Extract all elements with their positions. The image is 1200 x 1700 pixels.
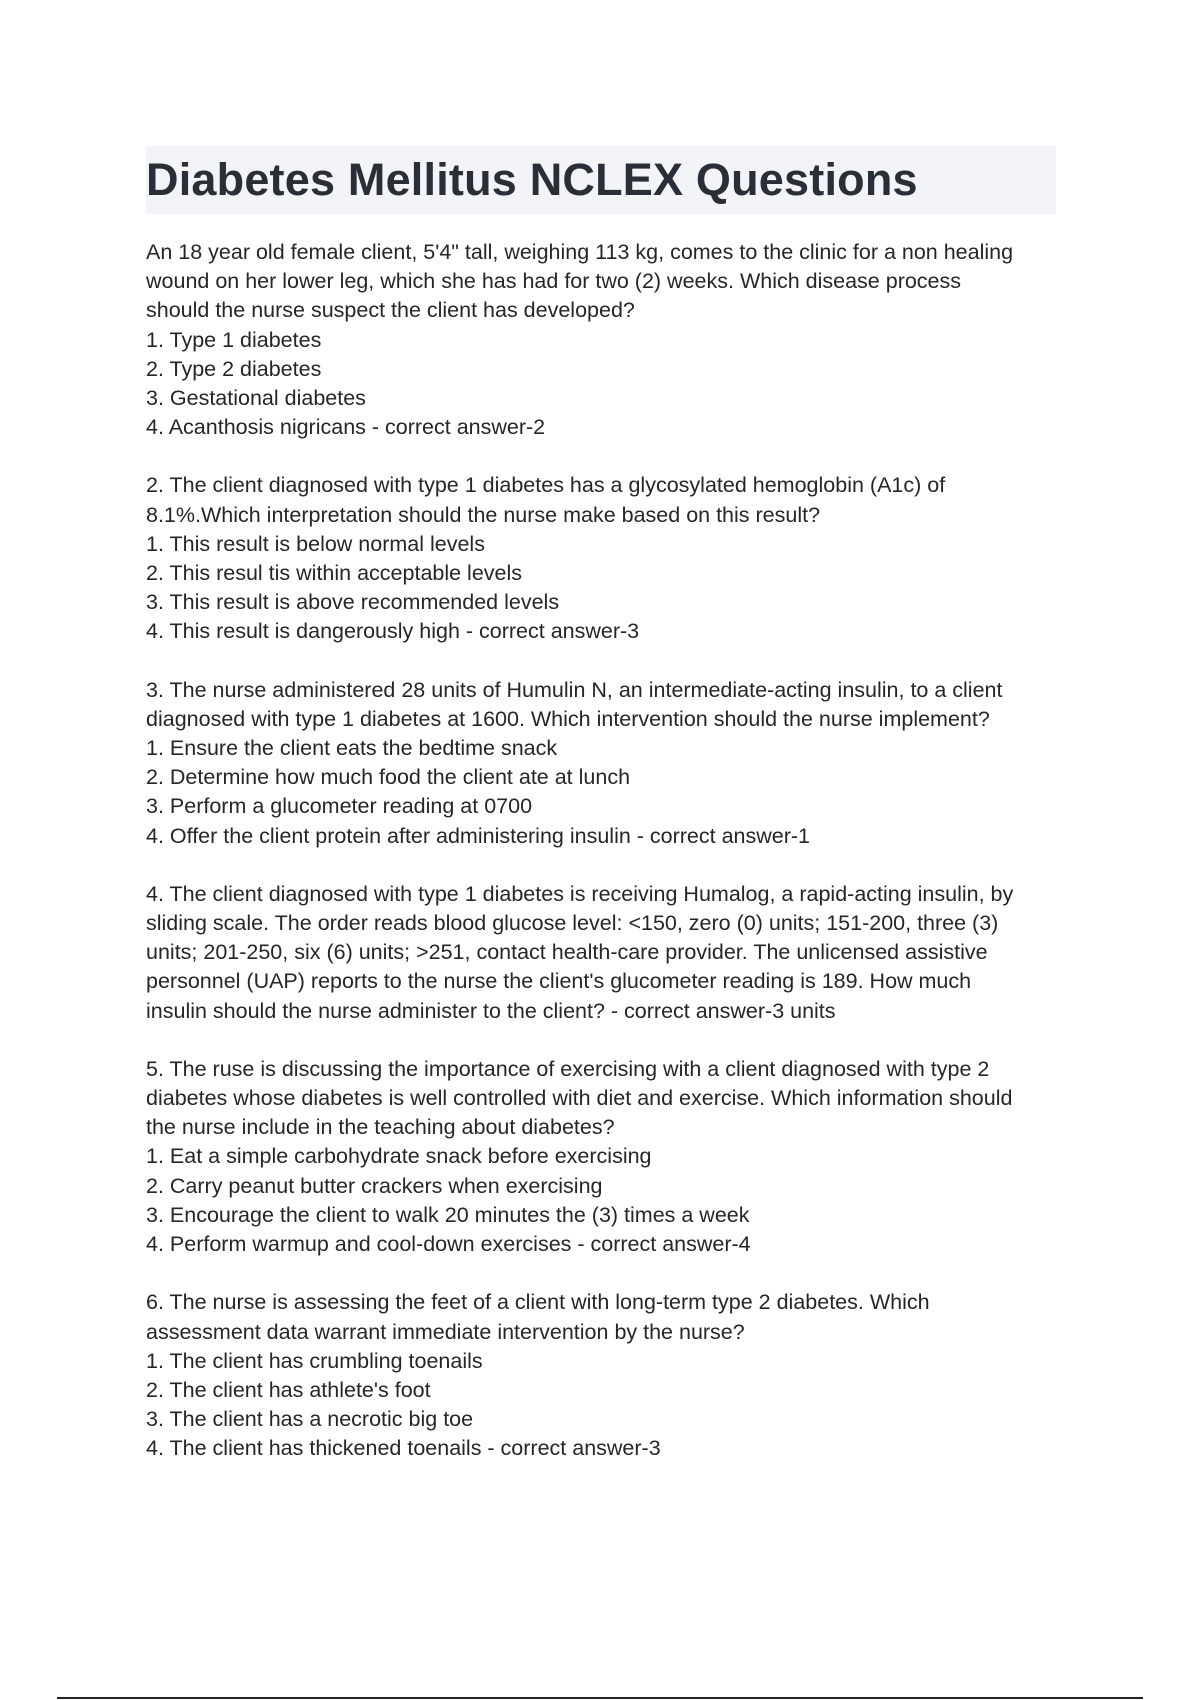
question-block — [146, 1288, 1056, 1463]
answer-option: 2. Determine how much food the client ate at lunch — [146, 765, 631, 790]
question-line: 6. The nurse is assessing the feet of a client with long-term type 2 diabetes. Which — [146, 1290, 930, 1315]
question-line: 5. The ruse is discussing the importance of exercising with a client diagnosed with type 2 — [146, 1056, 990, 1081]
answer-option: 2. Carry peanut butter crackers when exercising — [146, 1173, 603, 1198]
answer-option: 2. This resul tis within acceptable levels — [146, 561, 523, 586]
question-line: wound on her lower leg, which she has had for two (2) weeks. Which disease process — [146, 269, 962, 294]
answer-option: 4. Perform warmup and cool-down exercises - correct answer-4 — [146, 1232, 751, 1257]
answer-option: 4. The client has thickened toenails - correct answer-3 — [146, 1436, 661, 1461]
answer-option: 2. The client has athlete's foot — [146, 1377, 431, 1402]
question-line: assessment data warrant immediate intervention by the nurse? — [146, 1319, 745, 1344]
answer-option: 4. Acanthosis nigricans - correct answer-2 — [146, 415, 546, 440]
question-list — [146, 238, 1056, 1493]
answer-option: 3. This result is above recommended levels — [146, 590, 560, 615]
question-line: 4. The client diagnosed with type 1 diabetes is receiving Humalog, a rapid-acting insulin, by — [146, 881, 1014, 906]
question-line: An 18 year old female client, 5'4" tall, weighing 113 kg, comes to the clinic for a non healing — [146, 240, 1014, 264]
question-block — [146, 238, 1056, 442]
question-line: the nurse include in the teaching about diabetes? — [146, 1115, 615, 1140]
question-block — [146, 880, 1056, 1026]
answer-option: 3. Perform a glucometer reading at 0700 — [146, 794, 533, 819]
question-line: should the nurse suspect the client has developed? — [146, 298, 635, 323]
answer-option: 4. This result is dangerously high - correct answer-3 — [146, 619, 640, 644]
answer-option: 1. This result is below normal levels — [146, 531, 485, 556]
answer-option: 1. Eat a simple carbohydrate snack before exercising — [146, 1144, 652, 1169]
question-line: personnel (UAP) reports to the nurse the client's glucometer reading is 189. How much — [146, 969, 972, 994]
answer-option: 1. Type 1 diabetes — [146, 327, 322, 352]
answer-option: 3. Encourage the client to walk 20 minutes the (3) times a week — [146, 1202, 750, 1227]
question-line: 3. The nurse administered 28 units of Humulin N, an intermediate-acting insulin, to a client — [146, 677, 1003, 702]
question-line: diabetes whose diabetes is well controlled with diet and exercise. Which information should — [146, 1086, 1013, 1111]
page-title: Diabetes Mellitus NCLEX Questions — [146, 154, 918, 205]
question-block — [146, 1055, 1056, 1259]
answer-option: 3. The client has a necrotic big toe — [146, 1407, 474, 1432]
question-line: sliding scale. The order reads blood glucose level: <150, zero (0) units; 151-200, three (3) — [146, 911, 999, 936]
answer-option: 3. Gestational diabetes — [146, 386, 366, 411]
answer-option: 1. Ensure the client eats the bedtime snack — [146, 736, 558, 761]
answer-option: 2. Type 2 diabetes — [146, 356, 322, 381]
question-block — [146, 676, 1056, 851]
question-line: insulin should the nurse administer to the client? - correct answer-3 units — [146, 998, 836, 1023]
question-line: diagnosed with type 1 diabetes at 1600. Which intervention should the nurse implement? — [146, 706, 990, 731]
question-line: units; 201-250, six (6) units; >251, contact health-care provider. The unlicensed assistive — [146, 940, 988, 965]
answer-option: 1. The client has crumbling toenails — [146, 1348, 483, 1373]
footer-divider — [57, 1697, 1143, 1699]
question-line: 2. The client diagnosed with type 1 diabetes has a glycosylated hemoglobin (A1c) of — [146, 473, 946, 498]
question-block — [146, 471, 1056, 646]
answer-option: 4. Offer the client protein after administering insulin - correct answer-1 — [146, 823, 811, 848]
question-line: 8.1%.Which interpretation should the nurse make based on this result? — [146, 502, 821, 527]
